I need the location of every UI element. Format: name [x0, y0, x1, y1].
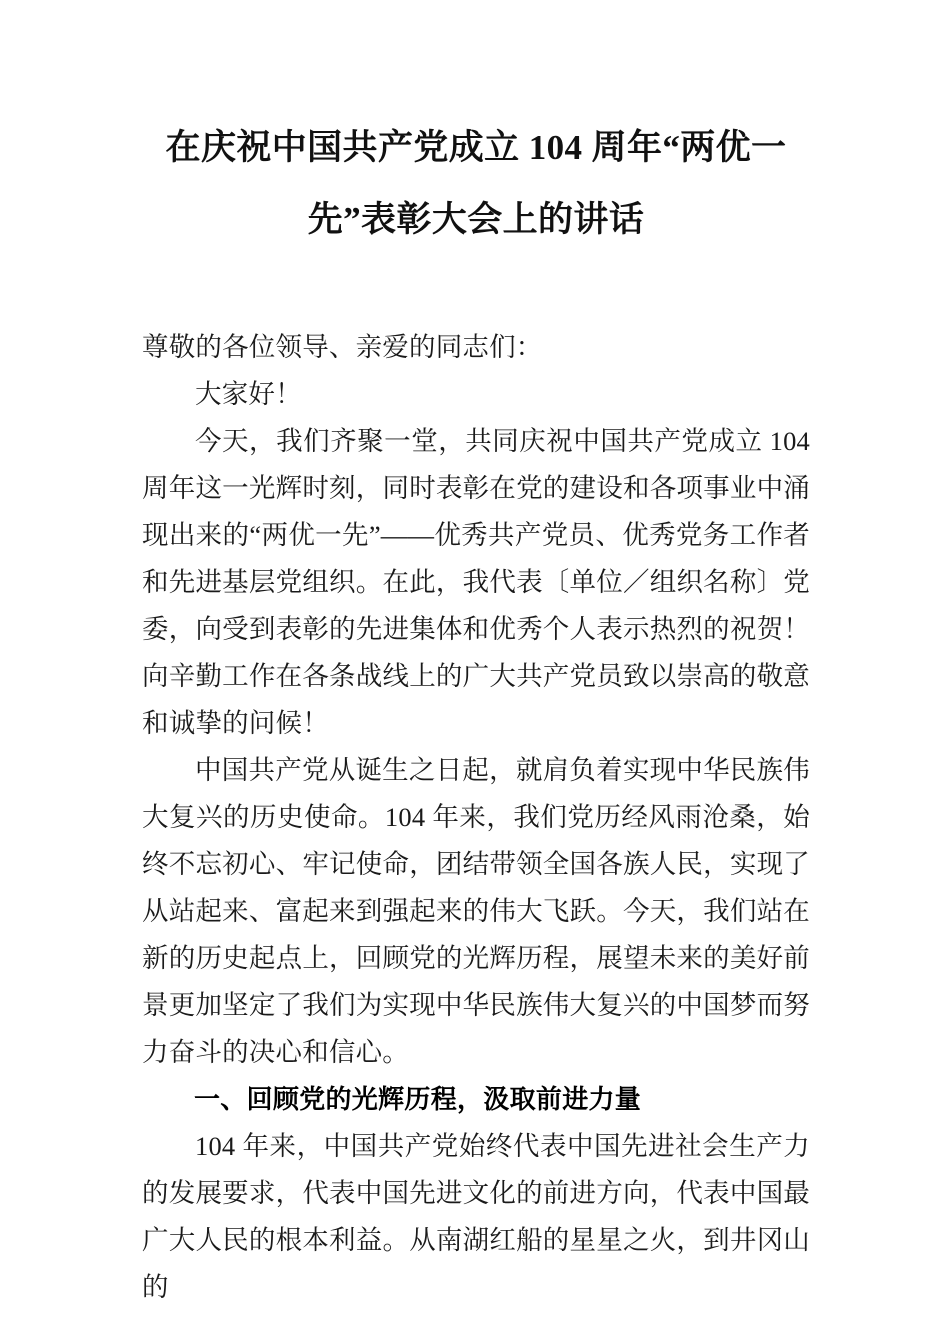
page-title-line-2: 先”表彰大会上的讲话: [307, 200, 645, 239]
paragraph-intro: 今天，我们齐聚一堂，共同庆祝中国共产党成立 104 周年这一光辉时刻，同时表彰在党的建设和各项事业中涌现出来的“两优一先”——优秀共产党员、优秀党务工作者和先进基层党组织。在此，我代表〔单位／组织名称〕党委，向受到表彰的先进集体和优秀个人表示热烈的祝贺！向辛勤工作在各条战线上的广大共产党员致以崇高的敬意和诚挚的问候！: [142, 426, 810, 738]
page-title-line-1: 在庆祝中国共产党成立 104 周年“两优一: [165, 128, 787, 167]
paragraph-history: 中国共产党从诞生之日起，就肩负着实现中华民族伟大复兴的历史使命。104 年来，我们党历经风雨沧桑，始终不忘初心、牢记使命，团结带领全国各族人民，实现了从站起来、富起来到强起来的伟大飞跃。今天，我们站在新的历史起点上，回顾党的光辉历程，展望未来的美好前景更加坚定了我们为实现中华民族伟大复兴的中国梦而努力奋斗的决心和信心。: [142, 755, 810, 1067]
greeting-line: 大家好！: [195, 379, 302, 409]
section-heading-one: 一、回顾党的光辉历程，汲取前进力量: [194, 1084, 642, 1114]
document-content-column: [142, 0, 810, 1311]
salutation-line: 尊敬的各位领导、亲爱的同志们：: [142, 332, 543, 362]
page-title: [142, 0, 810, 256]
document-body: [142, 324, 810, 1311]
section-one-body: 104 年来，中国共产党始终代表中国先进社会生产力的发展要求，代表中国先进文化的前进方向，代表中国最广大人民的根本利益。从南湖红船的星星之火，到井冈山的: [142, 1131, 810, 1302]
